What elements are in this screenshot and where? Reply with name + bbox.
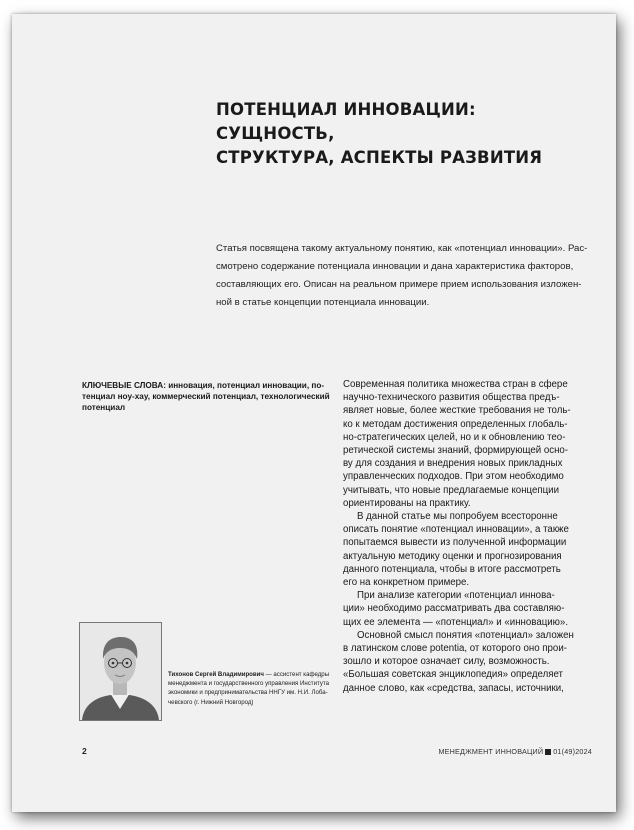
keywords-line: потенциал [82,403,126,412]
author-info-line: чевского (г. Нижний Новгород) [168,698,254,706]
body-line: ко к методам достижения определенных глобаль- [343,418,568,430]
body-line: При анализе категории «потенциал иннова- [357,590,555,602]
journal-page [12,14,616,812]
abstract-line: ной в статье концепции потенциала инновации. [216,297,430,308]
body-line: его на конкретном примере. [343,577,470,589]
author-info [168,670,328,707]
keywords-line: тенциал ноу-хау, коммерческий потенциал, технологический [82,392,330,401]
author-name: Тихонов Сергей Владимирович [168,671,264,678]
body-line: научно-технического развития общества предъ- [343,392,560,404]
body-line: данное слово, как «средства, запасы, источники, [343,682,564,694]
body-line: являет новые, более жесткие требования не толь- [343,405,571,417]
body-line: управленческих подходов. При этом необходимо [343,471,564,483]
body-line: ориентированы на практику. [343,497,471,509]
issue-number: 01(49)2024 [553,747,592,756]
keywords-line: КЛЮЧЕВЫЕ СЛОВА: инновация, потенциал инновации, по- [82,381,325,390]
author-photo [79,622,162,721]
body-line: в латинском слове potentia, от которого оно прои- [343,643,567,655]
abstract-line: Статья посвящена такому актуальному понятию, как «потенциал инновации». Рас- [216,243,588,254]
body-line: В данной статье мы попробуем всесторонне [357,511,558,523]
keywords-block [82,380,330,413]
body-line: ретической системы знаний, формирующей осно- [343,445,569,457]
article-title [216,98,596,170]
body-line: учитывать, что новые предлагаемые концепции [343,484,559,496]
body-line: ции» необходимо рассматривать два составляю- [343,603,565,615]
body-line: «Большая советская энциклопедия» определяет [343,669,563,681]
body-line: Современная политика множества стран в сфере [343,379,568,390]
body-line: данного потенциала, чтобы в итоге рассмотреть [343,563,561,575]
author-affiliation: — ассистент кафедры [263,671,330,678]
body-line: но-стратегических целей, но и к обновлению тео- [343,431,566,443]
author-portrait-icon [80,623,161,720]
body-line: актуальную методику оценки и прогнозирования [343,550,562,562]
article-body [343,378,599,695]
title-line: ПОТЕНЦИАЛ ИННОВАЦИИ: СУЩНОСТЬ, [216,100,476,143]
author-info-line [168,670,328,679]
body-line: попытаемся вывести из полученной информации [343,537,567,549]
page-number: 2 [82,746,87,756]
author-info-line: менеджмента и государственного управления Института [168,680,329,688]
running-head [438,747,592,756]
abstract-line: смотрено содержание потенциала инновации и дана характеристика факторов, [216,261,574,272]
journal-name: МЕНЕДЖМЕНТ ИННОВАЦИЙ [438,747,544,756]
square-separator-icon [545,749,551,755]
abstract-line: составляющих его. Описан на реальном примере прием использования изложен- [216,279,582,290]
title-line: СТРУКТУРА, АСПЕКТЫ РАЗВИТИЯ [216,148,543,167]
body-line: Основной смысл понятия «потенциал» заложен [357,629,574,641]
article-abstract [216,240,600,312]
body-line: описать понятие «потенциал инновации», а также [343,524,569,536]
body-line: щих ее элемента — «потенциал» и «инновацию». [343,616,569,628]
body-line: зошло и которое означает силу, возможность. [343,656,550,668]
author-info-line: экономики и предпринимательства ННГУ им. Н.И. Лоба- [168,689,328,697]
body-line: ву для создания и внедрения новых прикладных [343,458,563,470]
